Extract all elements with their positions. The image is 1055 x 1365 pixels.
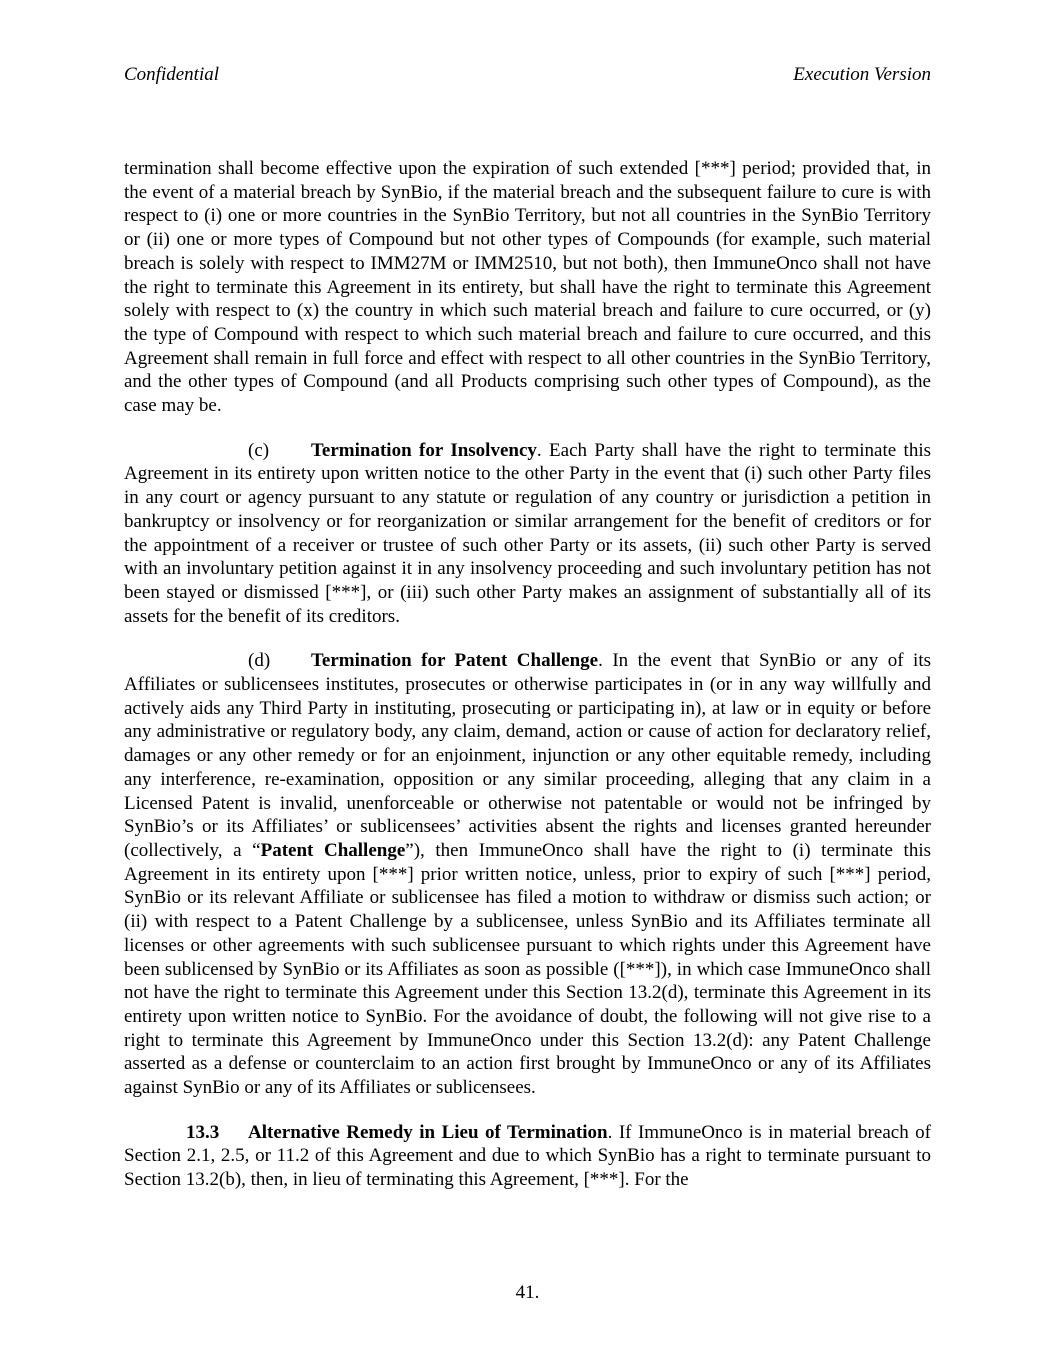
clause-text-insolvency: . Each Party shall have the right to terminate this Agreement in its entirety upon written notice to the other Party in the event that (i) such other Party files in any court or agency pursuant to any statute or regulation of any country or jurisdiction a petition in bankruptcy or insolvency or for reorganization or similar arrangement for the benefit of creditors or for the appointment of a receiver or trustee of such other Party or its assets, (ii) such other Party is served with an involuntary petition against it in any insolvency proceeding and such involuntary petition has not been stayed or dismissed [***], or (iii) such other Party makes an assignment of substantially all of its assets for the benefit of its creditors. xyxy=(124,439,932,627)
paragraph-termination-continuation xyxy=(124,157,931,418)
clause-title-patent-challenge: Termination for Patent Challenge xyxy=(311,650,599,672)
header-confidential: Confidential xyxy=(124,64,219,85)
section-title-alternative-remedy: Alternative Remedy in Lieu of Termination xyxy=(248,1121,608,1143)
section-number-13-3: 13.3 xyxy=(186,1121,220,1143)
header-execution-version: Execution Version xyxy=(793,64,931,85)
section-13-3 xyxy=(124,1121,931,1192)
document-body xyxy=(124,157,931,1213)
clause-text-patent-challenge-part2: ”), then ImmuneOnco shall have the right to (i) terminate this Agreement in its entirety upon [***] prior written notice, unless, prior to expiry of such [***] period, SynBio or its relevant Affiliate or sublicensee has filed a motion to withdraw or dismiss such action; or (ii) with respect to a Patent Challenge by a sublicensee, unless SynBio and its Affiliates terminate all licenses or other agreements with such sublicensee pursuant to which rights under this Agreement have been sublicensed by SynBio or its Affiliates as soon as possible ([***]), in which case ImmuneOnco shall not have the right to terminate this Agreement under this Section 13.2(d), terminate this Agreement in its entirety upon written notice to SynBio. For the avoidance of doubt, the following will not give rise to a right to terminate this Agreement by ImmuneOnco under this Section 13.2(d): any Patent Challenge asserted as a defense or counterclaim to an action first brought by ImmuneOnco or any of its Affiliates against SynBio or any of its Affiliates or sublicensees. xyxy=(124,839,931,1099)
clause-title-insolvency: Termination for Insolvency xyxy=(311,439,537,461)
section-text-alternative-remedy: . If ImmuneOnco is in material breach of Section 2.1, 2.5, or 11.2 of this Agreement and due to which SynBio has a right to terminate pursuant to Section 13.2(b), then, in lieu of terminating this Agreement, [***]. For the xyxy=(124,1121,931,1191)
paragraph-termination-patent-challenge xyxy=(124,649,931,1099)
paragraph-text: termination shall become effective upon the expiration of such extended [***] period; provided that, in the event of a material breach by SynBio, if the material breach and the subsequent failure to cure is with respect to (i) one or more countries in the SynBio Territory, but not all countries in the SynBio Territory or (ii) one or more types of Compound but not other types of Compounds (for example, such material breach is solely with respect to IMM27M or IMM2510, but not both), then ImmuneOnco shall not have the right to terminate this Agreement in its entirety, but shall have the right to terminate this Agreement solely with respect to (x) the country in which such material breach and failure to cure occurred, or (y) the type of Compound with respect to which such material breach and failure to cure occurred, and this Agreement shall remain in full force and effect with respect to all other countries in the SynBio Territory, and the other types of Compound (and all Products comprising such other types of Compound), as the case may be. xyxy=(124,158,931,417)
page-number: 41. xyxy=(515,1282,540,1303)
page-header xyxy=(124,63,931,87)
defined-term-patent-challenge: Patent Challenge xyxy=(260,839,406,861)
clause-text-patent-challenge-part1: . In the event that SynBio or any of its Affiliates or sublicensees institutes, prosecutes or otherwise participates in (or in any way willfully and actively aids any Third Party in instituting, prosecuting or participating in), at law or in equity or before any administrative or regulatory body, any claim, demand, action or cause of action for declaratory relief, damages or any other remedy or for an enjoinment, injunction or any other equitable remedy, including any interference, re-examination, opposition or any similar proceeding, alleging that any claim in a Licensed Patent is invalid, unenforceable or otherwise not patentable or would not be infringed by SynBio’s or its Affiliates’ or sublicensees’ activities absent the rights and licenses granted hereunder (collectively, a “ xyxy=(124,650,931,861)
clause-label-c: (c) xyxy=(248,439,270,461)
clause-label-d: (d) xyxy=(248,650,271,672)
paragraph-termination-insolvency xyxy=(124,439,931,629)
